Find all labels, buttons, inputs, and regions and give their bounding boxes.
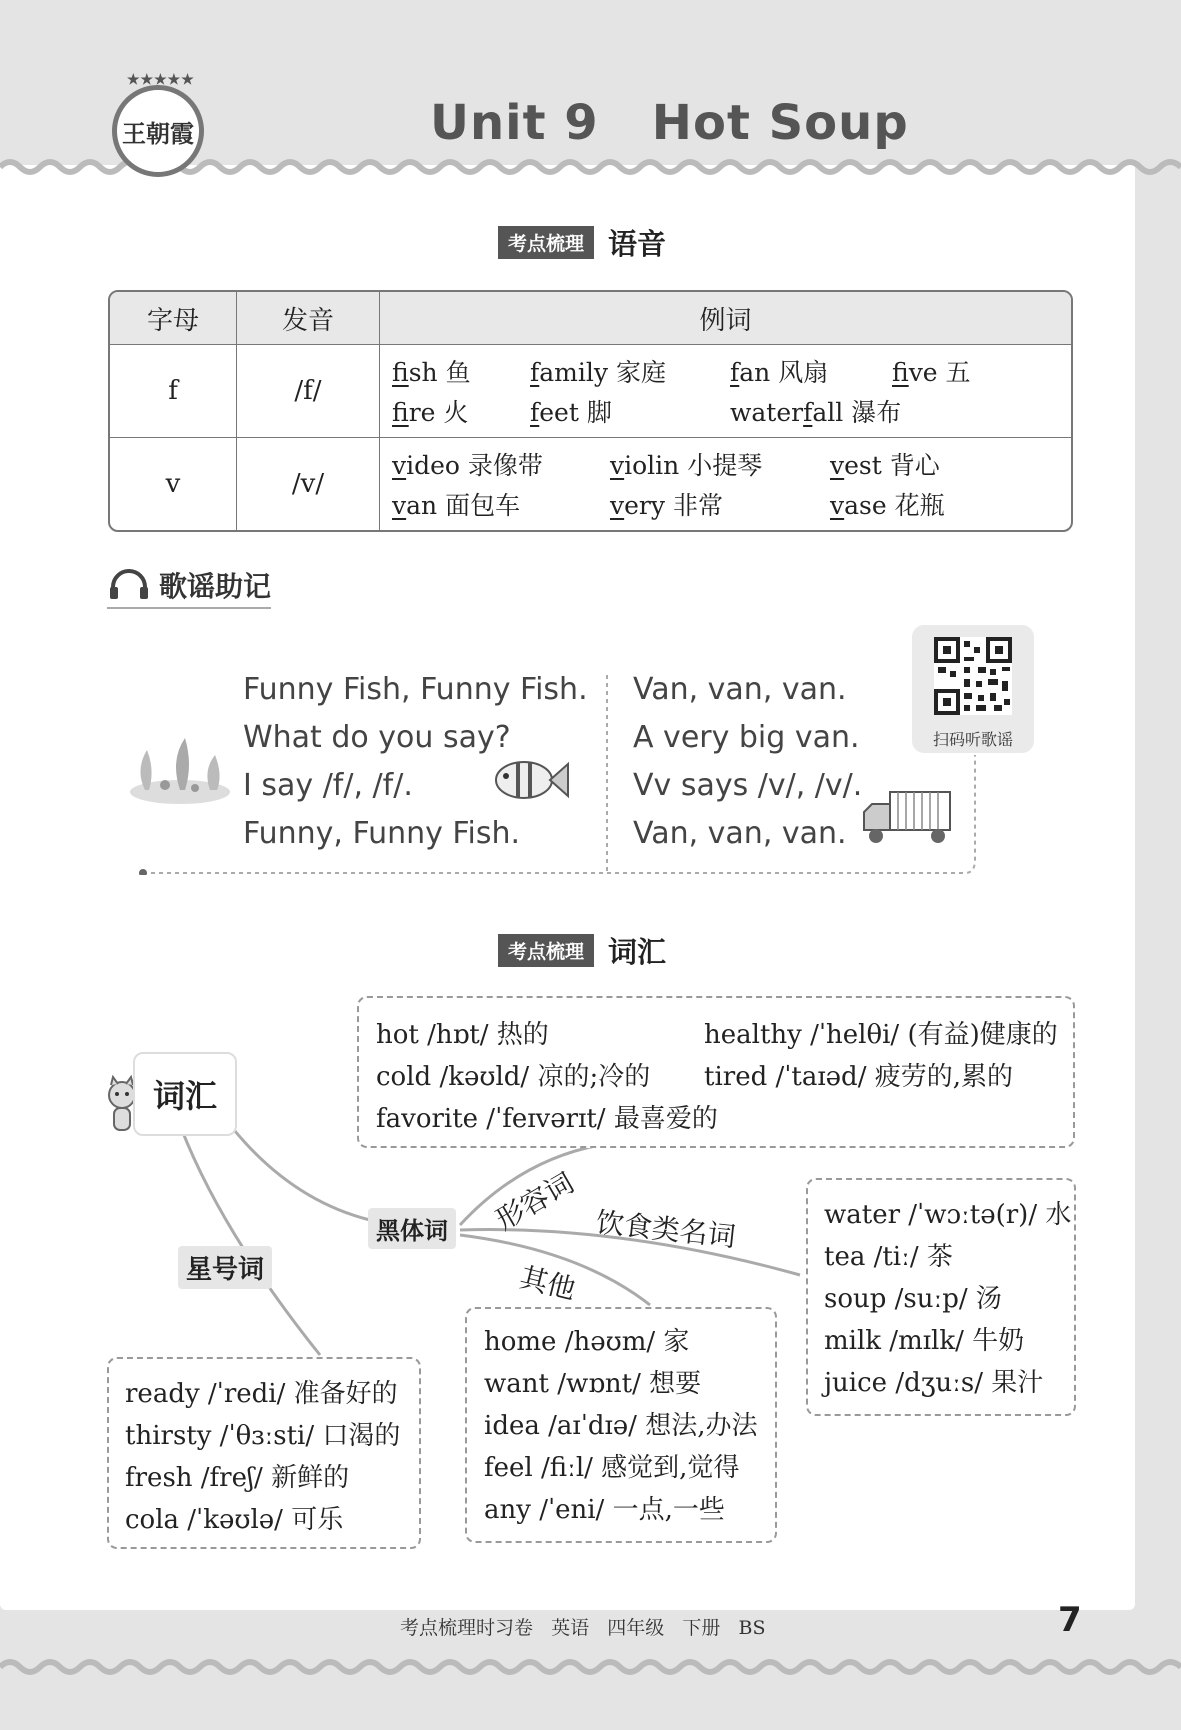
vocab-item: thirsty /ˈθɜːsti/ 口渴的: [125, 1421, 401, 1451]
example-word: feet 脚: [530, 398, 612, 427]
bold-words-node: 黑体词: [368, 1208, 456, 1249]
vocab-item: healthy /ˈhelθi/ (有益)健康的: [704, 1020, 1058, 1050]
logo-stars-icon: ★★★★★: [127, 72, 195, 88]
vocab-item: home /həʊm/ 家: [484, 1327, 690, 1357]
examples-cell: [380, 438, 1071, 530]
example-word: fish 鱼: [392, 358, 471, 387]
vocab-item: juice /dʒuːs/ 果汁: [824, 1368, 1044, 1398]
branch-food-nouns: 饮食类名词: [594, 1205, 738, 1254]
example-word: vest 背心: [830, 451, 940, 480]
example-word: family 家庭: [530, 358, 666, 387]
rhyme-line: Vv says /v/, /v/.: [633, 768, 863, 803]
page-title: Unit 9 Hot Soup: [430, 95, 909, 151]
phonics-title: 语音: [608, 227, 667, 261]
rhyme-section-header: [107, 565, 271, 609]
vocab-item: cold /kəʊld/ 凉的;冷的: [376, 1062, 651, 1092]
examples-cell: [380, 345, 1071, 438]
phonics-tag: 考点梳理: [498, 226, 594, 259]
vocab-section-header: [498, 930, 666, 971]
example-word: very 非常: [610, 491, 723, 520]
branch-adjectives: 形容词: [490, 1166, 580, 1237]
starred-words-box: [107, 1357, 421, 1549]
col-header-sound: 发音: [237, 292, 380, 345]
phonics-row-v: [110, 438, 1071, 530]
branch-other: 其他: [516, 1260, 579, 1307]
vocab-item: favorite /ˈfeɪvərɪt/ 最喜爱的: [376, 1104, 718, 1134]
fish-icon: [488, 748, 570, 810]
footer-text: 考点梳理时习卷 英语 四年级 下册 BS: [400, 1617, 766, 1639]
logo-text: 王朝霞: [122, 118, 194, 148]
example-word: vase 花瓶: [830, 491, 945, 520]
letter-cell: f: [110, 345, 237, 438]
sound-cell: /f/: [237, 345, 380, 438]
vocab-item: milk /mɪlk/ 牛奶: [824, 1326, 1025, 1356]
vocab-item: soup /suːp/ 汤: [824, 1284, 1002, 1314]
seaweed-icon: [125, 730, 235, 810]
mindmap-root: 词汇: [133, 1052, 237, 1136]
rhyme-line: Van, van, van.: [633, 672, 847, 707]
example-word: fire 火: [392, 398, 469, 427]
vocab-item: tired /ˈtaɪəd/ 疲劳的,累的: [704, 1062, 1013, 1092]
rhyme-line: Funny, Funny Fish.: [243, 816, 521, 851]
vocab-item: hot /hɒt/ 热的: [376, 1020, 549, 1050]
phonics-table: [108, 290, 1073, 532]
truck-icon: [860, 790, 960, 850]
publisher-logo: [112, 72, 204, 177]
vocab-item: feel /fiːl/ 感觉到,觉得: [484, 1453, 740, 1483]
rhyme-line: Funny Fish, Funny Fish.: [243, 672, 588, 707]
rhyme-line: I say /f/, /f/.: [243, 768, 413, 803]
vocab-item: cola /ˈkəʊlə/ 可乐: [125, 1505, 344, 1535]
qr-caption: 扫码听歌谣: [932, 730, 1013, 749]
rhyme-line: Van, van, van.: [633, 816, 847, 851]
phonics-section-header: [498, 222, 666, 263]
col-header-examples: 例词: [380, 292, 1071, 345]
other-words-box: [465, 1307, 777, 1543]
qr-code-icon: [934, 637, 1012, 715]
headphones-icon: [107, 567, 151, 603]
sound-cell: /v/: [237, 438, 380, 530]
example-word: van 面包车: [392, 491, 521, 520]
bottom-wave-border: [0, 1655, 1181, 1679]
qr-code-card[interactable]: [912, 625, 1034, 753]
example-word: fan 风扇: [730, 358, 829, 387]
col-header-letter: 字母: [110, 292, 237, 345]
rhyme-line: A very big van.: [633, 720, 860, 755]
phonics-row-f: [110, 345, 1071, 438]
example-word: violin 小提琴: [610, 451, 763, 480]
adjectives-box: [357, 996, 1075, 1148]
vocab-item: fresh /freʃ/ 新鲜的: [125, 1463, 350, 1493]
starred-words-node: 星号词: [178, 1246, 272, 1289]
example-word: waterfall 瀑布: [730, 398, 902, 427]
page-number: 7: [1058, 1600, 1082, 1640]
vocab-item: want /wɒnt/ 想要: [484, 1369, 702, 1399]
vocab-title: 词汇: [608, 935, 667, 969]
rhyme-line: What do you say?: [243, 720, 511, 755]
letter-cell: v: [110, 438, 237, 530]
example-word: video 录像带: [392, 451, 543, 480]
vocab-item: water /ˈwɔːtə(r)/ 水: [824, 1200, 1072, 1230]
vocab-tag: 考点梳理: [498, 934, 594, 967]
vocab-item: any /ˈeni/ 一点,一些: [484, 1495, 725, 1525]
vocab-item: ready /ˈredi/ 准备好的: [125, 1379, 398, 1409]
vocab-item: tea /tiː/ 茶: [824, 1242, 953, 1272]
phonics-header-row: [110, 292, 1071, 345]
rhyme-tag-text: 歌谣助记: [159, 570, 272, 603]
example-word: five 五: [892, 358, 971, 387]
vocab-item: idea /aɪˈdɪə/ 想法,办法: [484, 1411, 758, 1441]
food-nouns-box: [806, 1178, 1076, 1416]
